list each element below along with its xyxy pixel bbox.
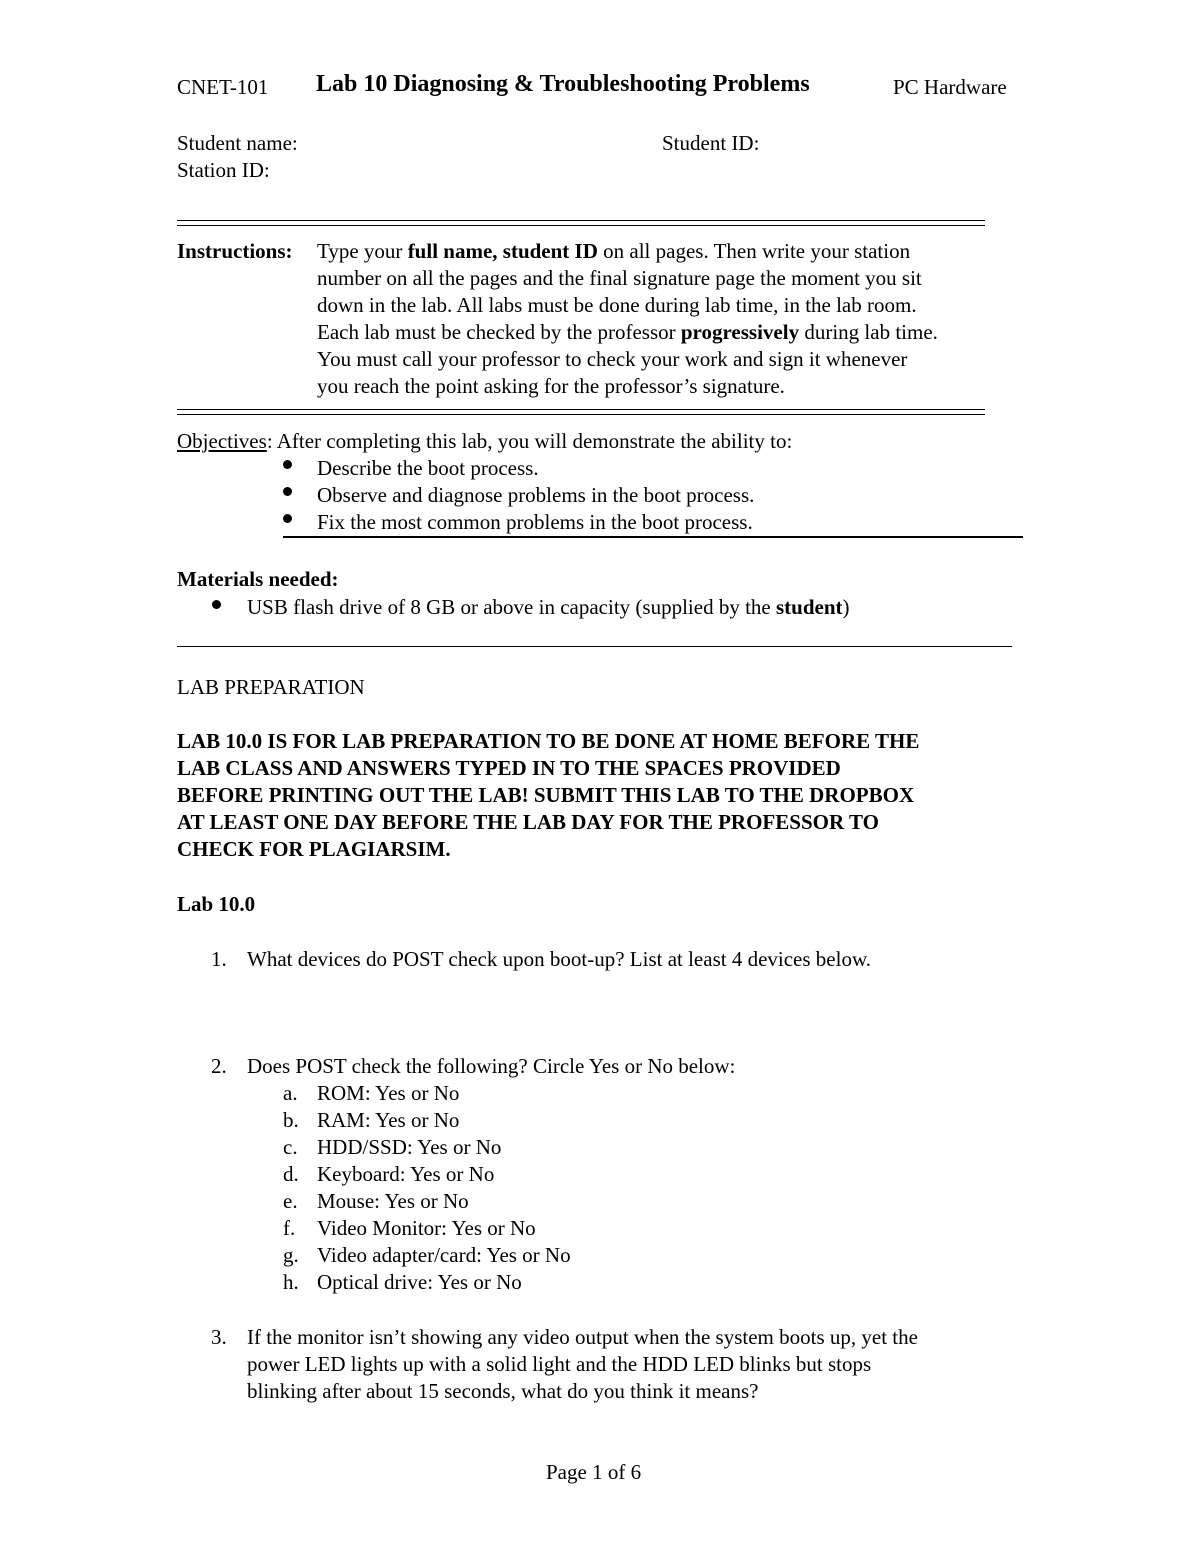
question-2-text: Does POST check the following? Circle Yes or No below: — [247, 1054, 736, 1078]
question-1-text: What devices do POST check upon boot-up? List at least 4 devices below. — [247, 947, 872, 971]
objective-item: Describe the boot process. — [317, 456, 539, 480]
option-item: c. HDD/SSD: Yes or No — [283, 1135, 502, 1159]
divider-double-top-2 — [177, 225, 985, 226]
objectives-intro: Objectives: After completing this lab, you will demonstrate the ability to: — [177, 429, 793, 453]
bullet-icon — [212, 600, 221, 609]
page-number: Page 1 of 6 — [546, 1460, 642, 1484]
option-item: e. Mouse: Yes or No — [283, 1189, 469, 1213]
instructions-text: Type your full name, student ID on all pages. Then write your station number on all the pages and the final signature page the moment you sit down in the lab. All labs must be done during lab time, in the lab room. Each lab must be checked by the professor progressively during lab time. You must call your professor to check your work and sign it whenever you reach the point asking for the professor’s signature. — [317, 239, 938, 398]
question-number: 3. — [211, 1325, 227, 1349]
materials-label: Materials needed: — [177, 567, 339, 591]
document-title: Lab 10 Diagnosing & Troubleshooting Problems — [316, 71, 810, 97]
lab-prep-heading: LAB PREPARATION — [177, 675, 365, 699]
question-2-options — [283, 1080, 783, 1296]
question-number: 2. — [211, 1054, 227, 1078]
objective-item: Observe and diagnose problems in the boot process. — [317, 483, 755, 507]
objectives-label: Objectives — [177, 429, 267, 453]
station-id-label: Station ID: — [177, 158, 270, 182]
objectives-underline — [283, 536, 1023, 538]
question-number: 1. — [211, 947, 227, 971]
materials-item: USB flash drive of 8 GB or above in capacity (supplied by the student) — [247, 595, 850, 619]
question-3-text: If the monitor isn’t showing any video output when the system boots up, yet the power LED lights up with a solid light and the HDD LED blinks but stops blinking after about 15 seconds, what do you think it means? — [247, 1325, 918, 1403]
divider-double-bottom-2 — [177, 414, 985, 415]
objective-item: Fix the most common problems in the boot process. — [317, 510, 753, 534]
lab-prep-notice: LAB 10.0 IS FOR LAB PREPARATION TO BE DONE AT HOME BEFORE THE LAB CLASS AND ANSWERS TYPED IN TO THE SPACES PROVIDED BEFORE PRINTING OUT THE LAB! SUBMIT THIS LAB TO THE DROPBOX AT LEAST ONE DAY BEFORE THE LAB DAY FOR THE PROFESSOR TO CHECK FOR PLAGIARSIM. — [177, 729, 920, 861]
option-item: f. Video Monitor: Yes or No — [283, 1216, 536, 1240]
bullet-icon — [283, 487, 292, 496]
divider-double-top-1 — [177, 220, 985, 221]
option-item: b. RAM: Yes or No — [283, 1108, 460, 1132]
student-name-label: Student name: — [177, 131, 298, 155]
section-divider — [177, 646, 1012, 647]
option-item: g. Video adapter/card: Yes or No — [283, 1243, 571, 1267]
option-item: d. Keyboard: Yes or No — [283, 1162, 495, 1186]
lab-heading: Lab 10.0 — [177, 892, 256, 916]
option-item: h. Optical drive: Yes or No — [283, 1270, 522, 1294]
divider-double-bottom-1 — [177, 409, 985, 410]
option-item: a. ROM: Yes or No — [283, 1081, 460, 1105]
bullet-icon — [283, 460, 292, 469]
instructions-label: Instructions: — [177, 239, 293, 263]
course-code: CNET-101 — [177, 75, 269, 99]
course-subject: PC Hardware — [893, 75, 1007, 99]
bullet-icon — [283, 514, 292, 523]
student-id-label: Student ID: — [662, 131, 760, 155]
